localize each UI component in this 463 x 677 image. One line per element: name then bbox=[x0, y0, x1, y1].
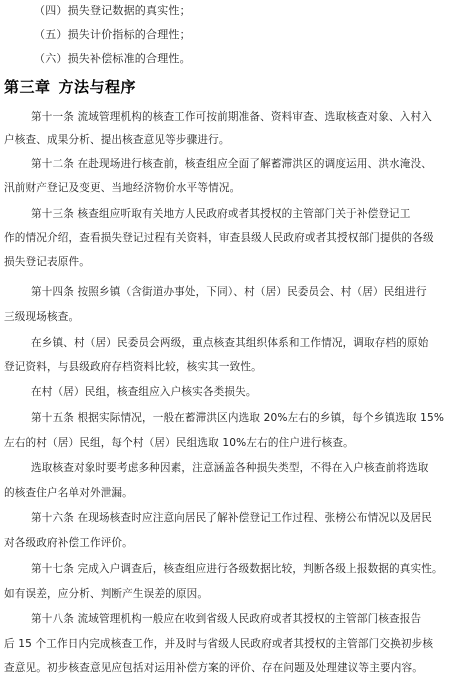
article-11-line-1: 第十一条 流域管理机构的核查工作可按前期准备、资料审查、选取核查对象、入村入 bbox=[31, 111, 433, 123]
article-11-line-2: 户核查、成果分析、提出核查意见等步骤进行。 bbox=[4, 134, 230, 146]
paragraph-line-1: 在乡镇、村（居）民委员会两级，重点核查其组织体系和工作情况，调取存档的原始 bbox=[31, 337, 429, 349]
chapter-heading bbox=[4, 77, 136, 97]
article-17-line-1: 第十七条 完成入户调查后，核查组应进行各级数据比较，判断各级上报数据的真实性。 bbox=[31, 563, 443, 575]
article-15-line-2: 左右的村（居）民组，每个村（居）民组选取 10%左右的住户进行核查。 bbox=[4, 437, 354, 449]
article-12-line-2: 汛前财产登记及变更、当地经济物价水平等情况。 bbox=[4, 182, 241, 194]
list-item-4: （四）损失登记数据的真实性； bbox=[34, 4, 191, 17]
article-17-line-2: 如有误差，应分析、判断产生误差的原因。 bbox=[4, 588, 209, 600]
article-12-line-1: 第十二条 在赴现场进行核查前，核查组应全面了解蓄滞洪区的调度运用、洪水淹没、 bbox=[31, 158, 433, 170]
article-13-line-1: 第十三条 核查组应听取有关地方人民政府或者其授权的主管部门关于补偿登记工 bbox=[31, 208, 411, 220]
article-18-line-2: 后 15 个工作日内完成核查工作，并及时与省级人民政府或者其授权的主管部门交换初步核 bbox=[4, 638, 434, 650]
list-item-6: （六）损失补偿标准的合理性。 bbox=[34, 52, 191, 65]
paragraph-line-3: 在村（居）民组，核查组应入户核实各类损失。 bbox=[31, 386, 257, 398]
paragraph-line-4: 选取核查对象时要考虑多种因素，注意涵盖各种损失类型，不得在入户核查前将选取 bbox=[31, 462, 429, 474]
article-14-line-2: 三级现场核查。 bbox=[4, 311, 80, 323]
article-18-line-3: 查意见。初步核查意见应包括对运用补偿方案的评价、存在问题及处理建议等主要内容。 bbox=[4, 662, 424, 674]
article-14-line-1: 第十四条 按照乡镇（含街道办事处，下同）、村（居）民委员会、村（居）民组进行 bbox=[31, 286, 427, 298]
article-16-line-2: 对各级政府补偿工作评价。 bbox=[4, 537, 133, 549]
chapter-title-text: 方法与程序 bbox=[58, 78, 137, 96]
article-16-line-1: 第十六条 在现场核查时应注意向居民了解补偿登记工作过程、张榜公布情况以及居民 bbox=[31, 512, 433, 524]
paragraph-line-5: 的核查住户名单对外泄漏。 bbox=[4, 487, 133, 499]
article-18-line-1: 第十八条 流域管理机构一般应在收到省级人民政府或者其授权的主管部门核查报告 bbox=[31, 613, 422, 625]
list-item-5: （五）损失计价指标的合理性； bbox=[34, 28, 191, 41]
article-13-line-3: 损失登记表原件。 bbox=[4, 256, 90, 268]
chapter-number: 第三章 bbox=[4, 78, 51, 96]
article-13-line-2: 作的情况介绍，查看损失登记过程有关资料，审查县级人民政府或者其授权部门提供的各级 bbox=[4, 232, 434, 244]
article-15-line-1: 第十五条 根据实际情况，一般在蓄滞洪区内选取 20%左右的乡镇，每个乡镇选取 15% bbox=[31, 412, 445, 424]
paragraph-line-2: 登记资料，与县级政府存档资料比较，核实其一致性。 bbox=[4, 361, 262, 373]
